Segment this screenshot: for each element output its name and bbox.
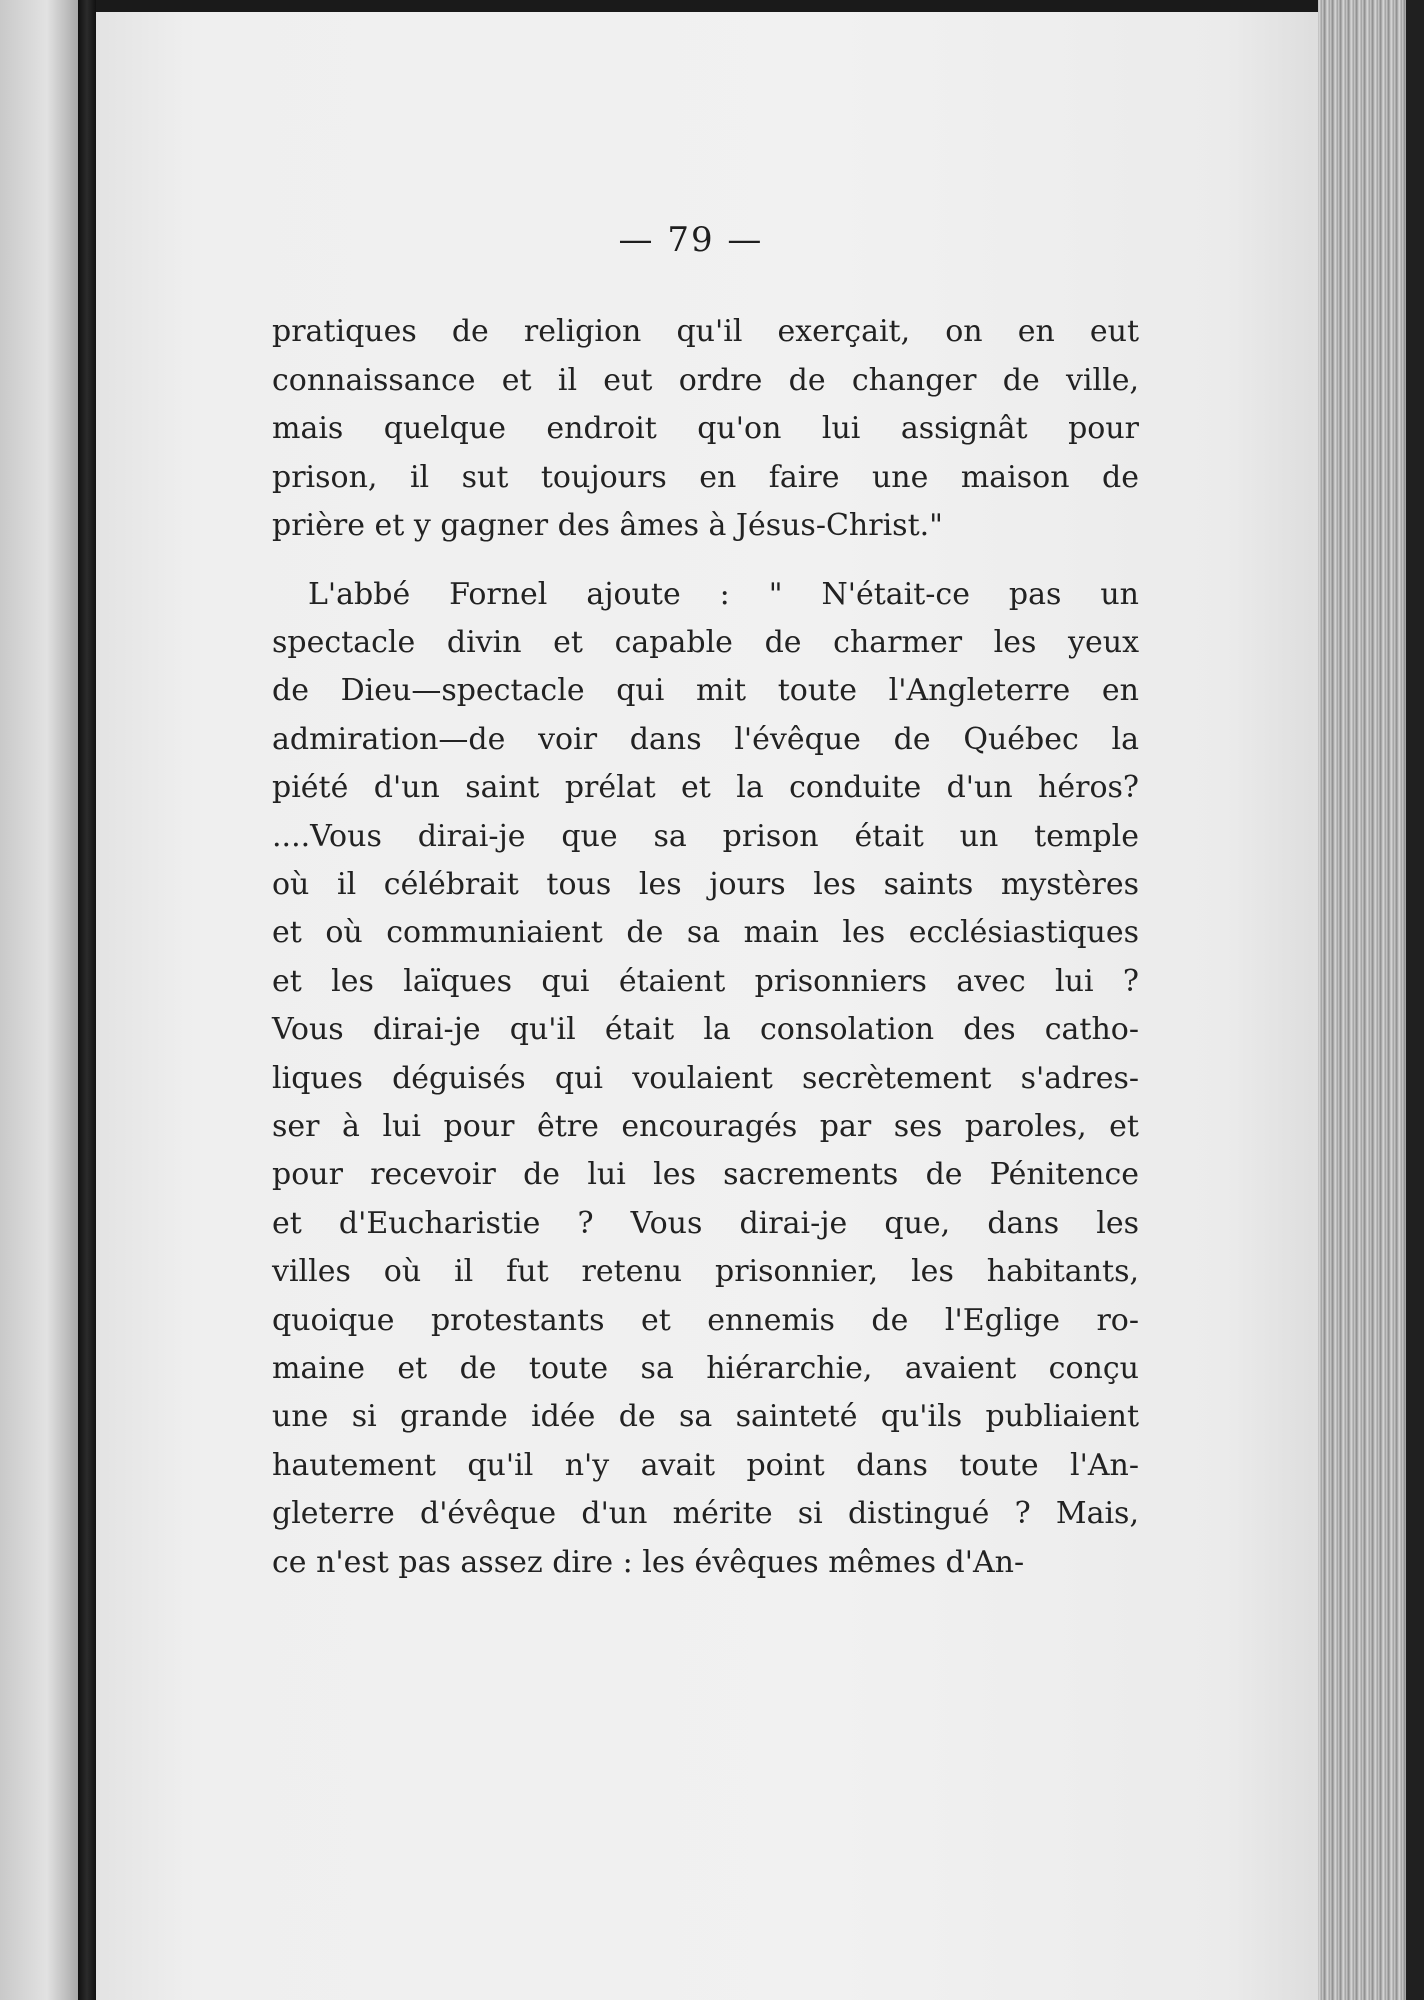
text-line: Vous dirai-je qu'il était la consolation des catho- [272, 1012, 1139, 1048]
text-line: une si grande idée de sa sainteté qu'ils publiaient [272, 1399, 1139, 1435]
text-line: pratiques de religion qu'il exerçait, on en eut [272, 314, 1139, 349]
text-line: connaissance et il eut ordre de changer de ville, [272, 362, 1139, 398]
body-text [272, 308, 1139, 1587]
text-line: maine et de toute sa hiérarchie, avaient conçu [272, 1351, 1139, 1386]
text-line: ....Vous dirai-je que sa prison était un temple [272, 818, 1139, 854]
text-line: villes où il fut retenu prisonnier, les habitants, [272, 1254, 1139, 1290]
text-line: et les laïques qui étaient prisonniers avec lui ? [272, 963, 1139, 999]
text-line: spectacle divin et capable de charmer les yeux [272, 624, 1139, 660]
text-line: prison, il sut toujours en faire une maison de [272, 459, 1139, 495]
text-line: et où communiaient de sa main les ecclésiastiques [272, 915, 1139, 951]
book-page [96, 12, 1326, 2000]
text-line: quoique protestants et ennemis de l'Eglige ro- [272, 1302, 1139, 1338]
text-line: de Dieu—spectacle qui mit toute l'Angleterre en [272, 673, 1139, 709]
book-gutter [78, 0, 96, 2000]
text-line: où il célébrait tous les jours les saints mystères [272, 866, 1139, 902]
text-line: L'abbé Fornel ajoute : " N'était-ce pas un [308, 576, 1139, 612]
text-line: admiration—de voir dans l'évêque de Québec la [272, 721, 1139, 757]
paragraph-2 [272, 571, 1139, 1588]
text-line: prière et y gagner des âmes à Jésus-Christ." [272, 508, 943, 543]
page-number: — 79 — [618, 220, 764, 260]
text-line: gleterre d'évêque d'un mérite si distingué ? Mais, [272, 1496, 1139, 1532]
text-line: ce n'est pas assez dire : les évêques mêmes d'An- [272, 1544, 1025, 1580]
paragraph-1 [272, 308, 1139, 551]
scan-top-border [96, 0, 1336, 12]
text-line: et d'Eucharistie ? Vous dirai-je que, dans les [272, 1205, 1139, 1241]
text-line: ser à lui pour être encouragés par ses paroles, et [272, 1108, 1139, 1144]
text-line: liques déguisés qui voulaient secrètement s'adres- [272, 1060, 1139, 1096]
text-line: mais quelque endroit qu'on lui assignât pour [272, 411, 1139, 446]
page-stack-edges [1318, 0, 1424, 2000]
left-page-edge [0, 0, 78, 2000]
text-line: piété d'un saint prélat et la conduite d'un héros? [272, 770, 1139, 806]
text-line: pour recevoir de lui les sacrements de Pénitence [272, 1157, 1139, 1193]
text-line: hautement qu'il n'y avait point dans toute l'An- [272, 1447, 1139, 1483]
